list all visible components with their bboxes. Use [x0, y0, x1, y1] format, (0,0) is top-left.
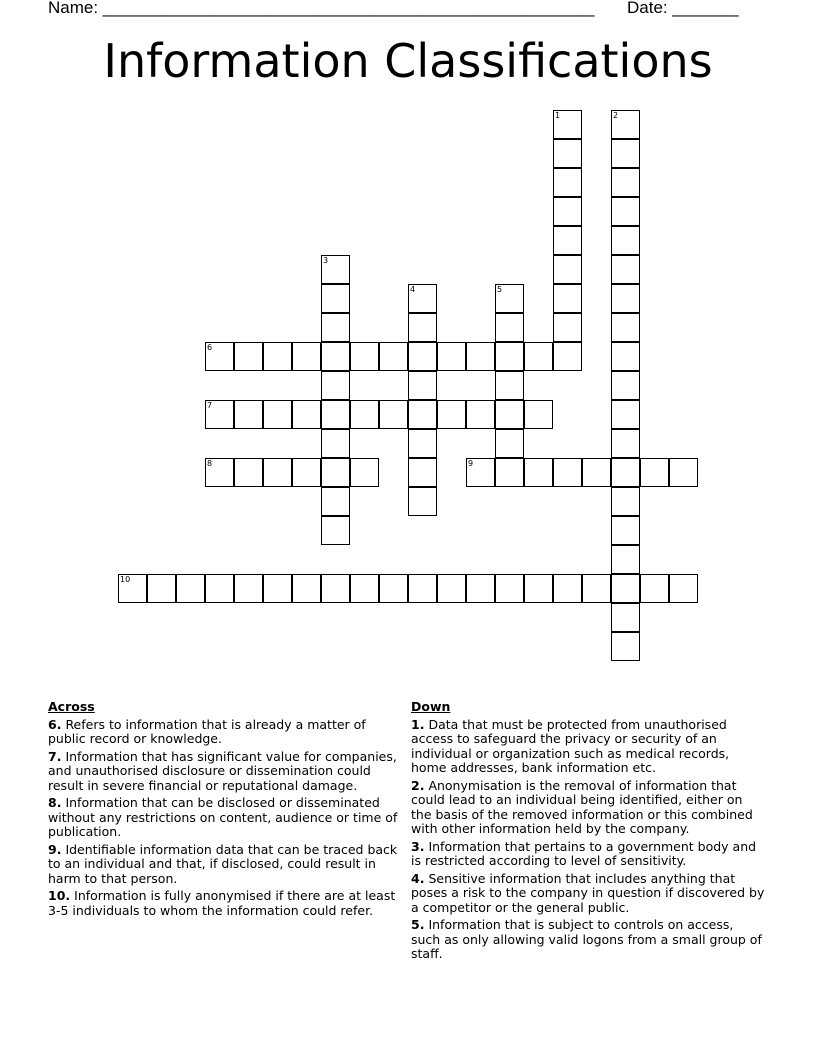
crossword-cell[interactable]: [205, 458, 234, 487]
crossword-cell[interactable]: [408, 400, 437, 429]
crossword-cell[interactable]: [292, 458, 321, 487]
down-heading: Down: [411, 699, 451, 714]
crossword-cell[interactable]: [611, 342, 640, 371]
crossword-cell[interactable]: [118, 574, 147, 603]
crossword-cell[interactable]: [205, 342, 234, 371]
crossword-cell[interactable]: [611, 371, 640, 400]
crossword-cell[interactable]: [553, 197, 582, 226]
crossword-cell[interactable]: [553, 342, 582, 371]
clue-number: 8.: [48, 795, 62, 810]
crossword-cell[interactable]: [611, 226, 640, 255]
down-clue: [411, 872, 766, 916]
crossword-cell[interactable]: [495, 429, 524, 458]
cell-number: 7: [207, 401, 213, 410]
crossword-cell[interactable]: [611, 110, 640, 139]
crossword-cell[interactable]: [640, 458, 669, 487]
down-clue: [411, 840, 766, 869]
crossword-cell[interactable]: [524, 574, 553, 603]
cell-number: 1: [555, 111, 561, 120]
crossword-cell[interactable]: [611, 168, 640, 197]
crossword-cell[interactable]: [321, 255, 350, 284]
crossword-cell[interactable]: [611, 255, 640, 284]
crossword-cell[interactable]: [408, 371, 437, 400]
across-clue: [48, 718, 403, 747]
crossword-cell[interactable]: [495, 284, 524, 313]
crossword-cell[interactable]: [350, 574, 379, 603]
crossword-cell[interactable]: [234, 574, 263, 603]
crossword-cell[interactable]: [553, 284, 582, 313]
crossword-cell[interactable]: [408, 429, 437, 458]
puzzle-title: Information Classifications: [103, 34, 713, 88]
crossword-cell[interactable]: [350, 342, 379, 371]
cell-number: 3: [323, 256, 329, 265]
crossword-cell[interactable]: [292, 342, 321, 371]
crossword-cell[interactable]: [147, 574, 176, 603]
crossword-cell[interactable]: [379, 574, 408, 603]
crossword-cell[interactable]: [553, 255, 582, 284]
crossword-cell[interactable]: [611, 458, 640, 487]
date-field-label[interactable]: Date: _______: [627, 0, 739, 17]
crossword-cell[interactable]: [292, 574, 321, 603]
down-clues: [411, 700, 766, 965]
across-clue: [48, 796, 403, 840]
crossword-cell[interactable]: [205, 574, 234, 603]
crossword-cell[interactable]: [553, 168, 582, 197]
crossword-cell[interactable]: [350, 400, 379, 429]
crossword-cell[interactable]: [553, 110, 582, 139]
crossword-cell[interactable]: [321, 487, 350, 516]
clue-text: Refers to information that is already a matter of public record or knowledge.: [48, 716, 366, 746]
crossword-cell[interactable]: [437, 342, 466, 371]
crossword-cell[interactable]: [553, 139, 582, 168]
across-clue: [48, 843, 403, 887]
clue-text: Information that is subject to controls on access, such as only allowing valid logons from a small group of staff.: [411, 917, 762, 961]
crossword-cell[interactable]: [263, 400, 292, 429]
clue-number: 5.: [411, 917, 425, 932]
cell-number: 6: [207, 343, 213, 352]
crossword-cell[interactable]: [611, 632, 640, 661]
down-clue: [411, 779, 766, 837]
crossword-cell[interactable]: [611, 429, 640, 458]
crossword-cell[interactable]: [234, 342, 263, 371]
crossword-cell[interactable]: [350, 458, 379, 487]
clue-number: 1.: [411, 716, 425, 732]
crossword-cell[interactable]: [234, 400, 263, 429]
crossword-cell[interactable]: [669, 574, 698, 603]
cell-number: 8: [207, 459, 213, 468]
cell-number: 4: [410, 285, 416, 294]
clue-text: Information that has significant value for companies, and unauthorised disclosure or dissemination could result in severe financial or reputational damage.: [48, 748, 397, 793]
crossword-cell[interactable]: [553, 574, 582, 603]
crossword-cell[interactable]: [263, 342, 292, 371]
crossword-cell[interactable]: [611, 139, 640, 168]
across-clue: [48, 750, 403, 794]
across-clue: [48, 889, 403, 918]
crossword-cell[interactable]: [611, 487, 640, 516]
crossword-cell[interactable]: [379, 342, 408, 371]
crossword-cell[interactable]: [611, 284, 640, 313]
crossword-cell[interactable]: [408, 342, 437, 371]
crossword-cell[interactable]: [321, 516, 350, 545]
crossword-cell[interactable]: [263, 458, 292, 487]
crossword-cell[interactable]: [205, 400, 234, 429]
crossword-cell[interactable]: [611, 313, 640, 342]
crossword-cell[interactable]: [611, 603, 640, 632]
cell-number: 10: [120, 575, 131, 584]
clue-text: Sensitive information that includes anything that poses a risk to the company in question if discovered by a competitor or the general public.: [411, 870, 765, 915]
crossword-cell[interactable]: [611, 574, 640, 603]
crossword-cell[interactable]: [321, 400, 350, 429]
clue-text: Information that can be disclosed or disseminated without any restrictions on content, audience or time of publication.: [48, 795, 398, 839]
crossword-cell[interactable]: [611, 516, 640, 545]
crossword-cell[interactable]: [408, 284, 437, 313]
crossword-cell[interactable]: [437, 574, 466, 603]
clue-text: Identifiable information data that can be traced back to an individual and that, if disclosed, could result in harm to that person.: [48, 841, 398, 886]
crossword-cell[interactable]: [408, 574, 437, 603]
crossword-cell[interactable]: [495, 458, 524, 487]
cell-number: 5: [497, 285, 503, 294]
crossword-cell[interactable]: [321, 371, 350, 400]
crossword-cell[interactable]: [408, 313, 437, 342]
crossword-cell[interactable]: [495, 313, 524, 342]
crossword-cell[interactable]: [524, 342, 553, 371]
clue-number: 10.: [48, 888, 71, 903]
clue-number: 2.: [411, 777, 425, 793]
crossword-cell[interactable]: [611, 197, 640, 226]
clue-number: 3.: [411, 838, 425, 854]
across-heading: Across: [48, 699, 95, 714]
crossword-cell[interactable]: [495, 342, 524, 371]
crossword-cell[interactable]: [321, 429, 350, 458]
crossword-cell[interactable]: [321, 284, 350, 313]
across-clues: [48, 700, 403, 921]
crossword-cell[interactable]: [553, 313, 582, 342]
crossword-cell[interactable]: [524, 458, 553, 487]
down-clue: [411, 718, 766, 776]
crossword-cell[interactable]: [321, 313, 350, 342]
crossword-cell[interactable]: [611, 400, 640, 429]
clue-text: Data that must be protected from unauthorised access to safeguard the privacy or security of an individual or organization such as medical records, home addresses, bank information etc.: [411, 716, 730, 775]
crossword-cell[interactable]: [321, 458, 350, 487]
crossword-cell[interactable]: [553, 226, 582, 255]
crossword-cell[interactable]: [437, 400, 466, 429]
crossword-cell[interactable]: [582, 574, 611, 603]
crossword-cell[interactable]: [582, 458, 611, 487]
crossword-cell[interactable]: [263, 574, 292, 603]
crossword-cell[interactable]: [669, 458, 698, 487]
crossword-cell[interactable]: [466, 400, 495, 429]
crossword-cell[interactable]: [234, 458, 263, 487]
crossword-cell[interactable]: [466, 574, 495, 603]
clue-text: Information is fully anonymised if there are at least 3-5 individuals to whom the information could refer.: [48, 888, 396, 918]
clue-text: Anonymisation is the removal of information that could lead to an individual being identified, either on the basis of the removed information or this combined with other information held by the company.: [411, 777, 753, 836]
crossword-cell[interactable]: [466, 342, 495, 371]
crossword-cell[interactable]: [524, 400, 553, 429]
crossword-cell[interactable]: [292, 400, 321, 429]
clue-number: 4.: [411, 870, 425, 886]
crossword-cell[interactable]: [321, 574, 350, 603]
crossword-cell[interactable]: [408, 487, 437, 516]
clue-text: Information that pertains to a government body and is restricted according to level of sensitivity.: [411, 838, 757, 868]
crossword-cell[interactable]: [553, 458, 582, 487]
clue-number: 7.: [48, 748, 62, 764]
crossword-cell[interactable]: [495, 371, 524, 400]
cell-number: 2: [613, 111, 619, 120]
crossword-cell[interactable]: [611, 545, 640, 574]
clue-number: 9.: [48, 841, 62, 857]
down-clue: [411, 918, 766, 962]
clue-number: 6.: [48, 716, 62, 732]
crossword-cell[interactable]: [466, 458, 495, 487]
crossword-cell[interactable]: [408, 458, 437, 487]
crossword-cell[interactable]: [495, 400, 524, 429]
name-field-label[interactable]: Name: ____________________________________________________: [48, 0, 595, 17]
crossword-cell[interactable]: [640, 574, 669, 603]
cell-number: 9: [468, 459, 474, 468]
crossword-cell[interactable]: [176, 574, 205, 603]
crossword-cell[interactable]: [379, 400, 408, 429]
crossword-cell[interactable]: [495, 574, 524, 603]
crossword-cell[interactable]: [321, 342, 350, 371]
